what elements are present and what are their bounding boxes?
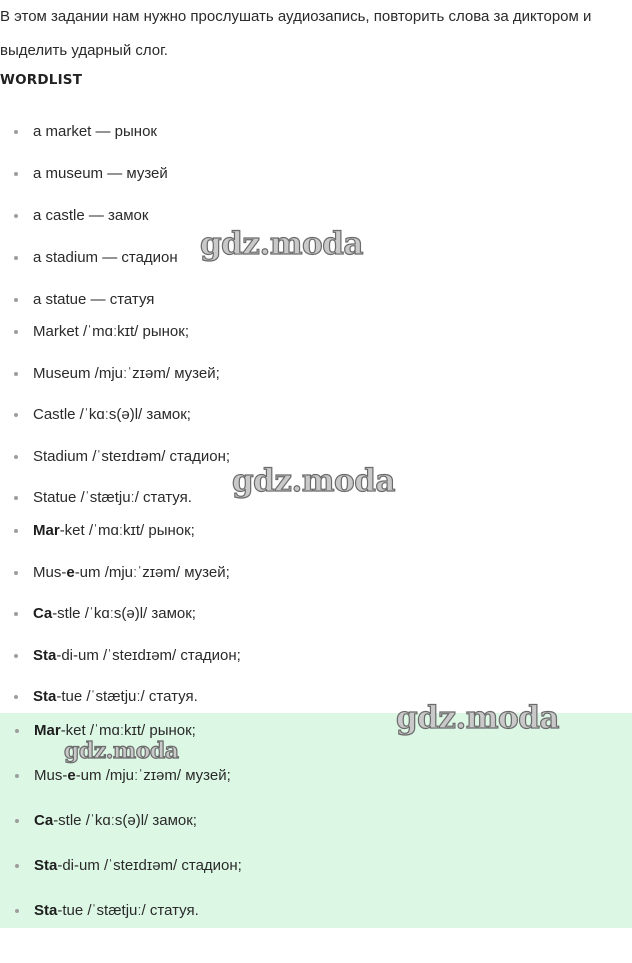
bullet-icon: [14, 130, 18, 134]
stressed-syllable: Sta: [33, 688, 57, 705]
watermark-logo: gdz.moda: [64, 738, 179, 764]
bullet-icon: [14, 496, 18, 500]
stressed-syllable: Mar: [33, 522, 60, 539]
bullet-icon: [14, 172, 18, 176]
stressed-syllable: Sta: [34, 902, 58, 919]
intro-text: В этом задании нам нужно прослушать аудиозапись, повторить слова за диктором и выделить ударный слог.: [0, 8, 592, 59]
bullet-icon: [14, 612, 18, 616]
watermark-logo: gdz.moda: [396, 700, 559, 736]
stressed-syllable: Sta: [33, 647, 57, 664]
bullet-icon: [14, 298, 18, 302]
watermark-logo: gdz.moda: [232, 463, 395, 499]
bullet-icon: [14, 413, 18, 417]
stressed-syllable: Sta: [34, 857, 58, 874]
bullet-icon: [14, 455, 18, 459]
stressed-syllable: Ca: [34, 812, 54, 829]
bullet-icon: [14, 330, 18, 334]
bullet-icon: [14, 372, 18, 376]
stressed-syllable: Ca: [33, 605, 53, 622]
wordlist-heading: WORDLIST: [0, 72, 83, 88]
bullet-icon: [15, 909, 19, 913]
bullet-icon: [15, 774, 19, 778]
stressed-syllable: Mar: [34, 722, 61, 739]
bullet-icon: [14, 571, 18, 575]
bullet-icon: [15, 819, 19, 823]
bullet-icon: [14, 654, 18, 658]
bullet-icon: [14, 256, 18, 260]
stressed-syllable: e: [67, 767, 76, 784]
bullet-icon: [15, 864, 19, 868]
bullet-icon: [15, 729, 19, 733]
stressed-syllable: e: [66, 564, 75, 581]
watermark-logo: gdz.moda: [200, 226, 363, 262]
bullet-icon: [14, 695, 18, 699]
bullet-icon: [14, 529, 18, 533]
bullet-icon: [14, 214, 18, 218]
